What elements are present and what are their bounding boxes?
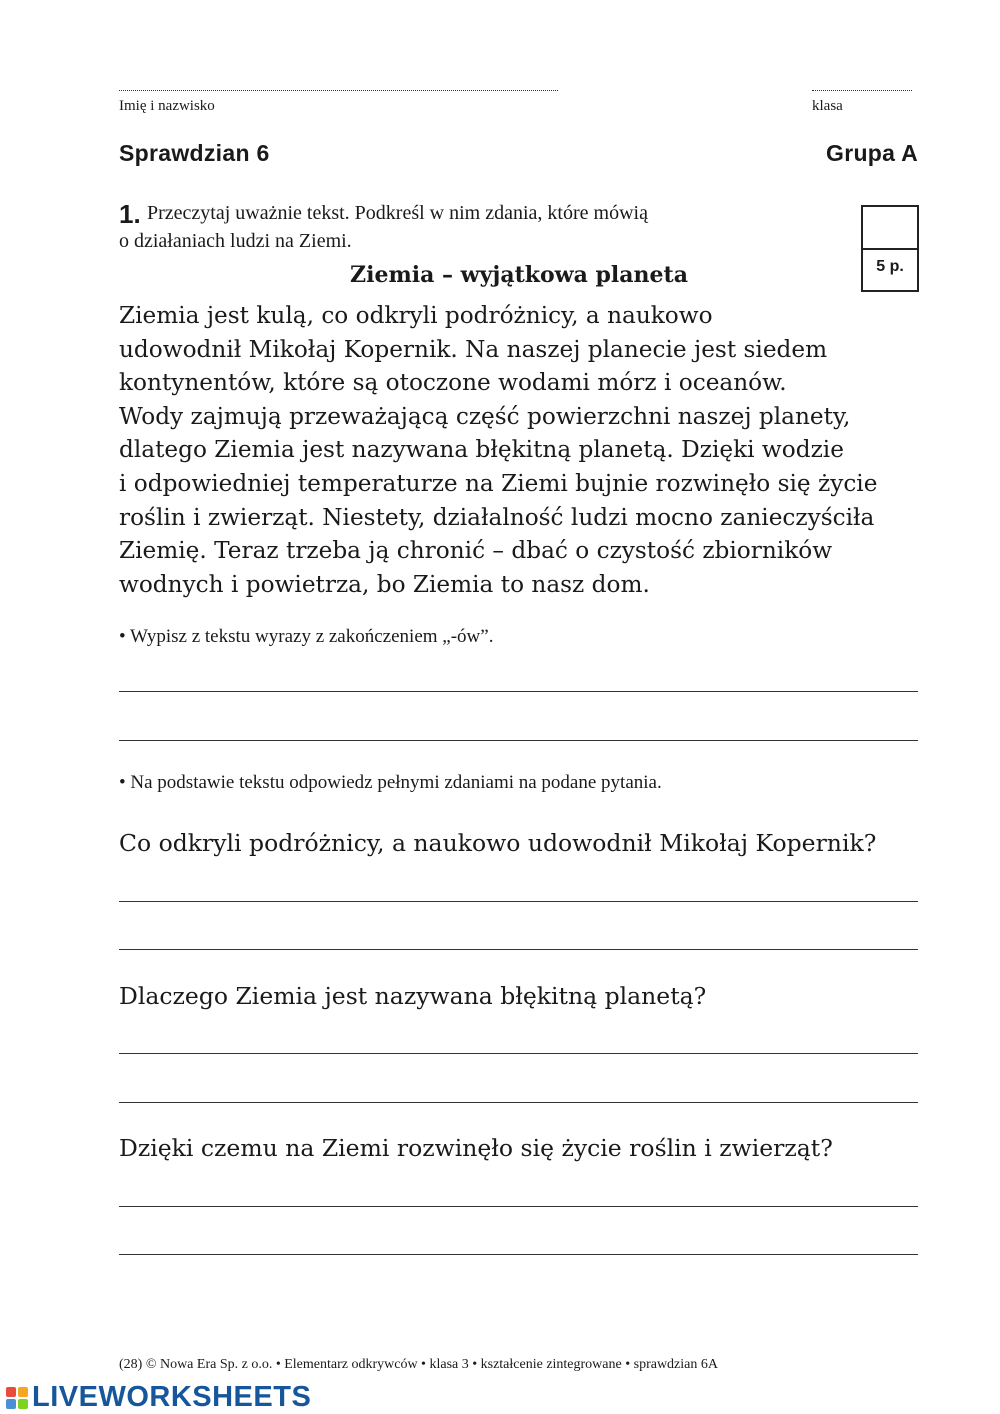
reading-line: dlatego Ziemia jest nazywana błękitną planetą. Dzięki wodzie: [119, 436, 844, 464]
class-label: klasa: [812, 98, 843, 114]
reading-line: i odpowiedniej temperaturze na Ziemi bujnie rozwinęło się życie: [119, 469, 878, 497]
logo-square: [6, 1387, 16, 1397]
points-box-divider: [863, 248, 917, 250]
task-number: 1.: [119, 199, 141, 229]
name-answer-line[interactable]: [119, 90, 558, 91]
reading-line: udowodnił Mikołaj Kopernik. Na naszej planecie jest siedem: [119, 335, 828, 363]
reading-line: Wody zajmują przeważającą część powierzchni naszej planety,: [119, 402, 851, 430]
reading-title: Ziemia – wyjątkowa planeta: [350, 262, 688, 288]
logo-square: [18, 1387, 28, 1397]
question-1: Co odkryli podróżnicy, a naukowo udowodnił Mikołaj Kopernik?: [119, 829, 877, 857]
logo-grid-icon: [6, 1387, 28, 1409]
reading-line: Ziemia jest kulą, co odkryli podróżnicy, a naukowo: [119, 302, 713, 329]
answer-line[interactable]: [119, 1254, 918, 1255]
reading-line: kontynentów, które są otoczone wodami mórz i oceanów.: [119, 369, 787, 397]
answer-line[interactable]: [119, 1206, 918, 1207]
task-instruction-line1: Przeczytaj uważnie tekst. Podkreśl w nim zdania, które mówią: [147, 202, 648, 224]
logo-square: [18, 1399, 28, 1409]
reading-line: Ziemię. Teraz trzeba ją chronić – dbać o czystość zbiorników: [119, 537, 833, 565]
reading-line: wodnych i powietrza, bo Ziemia to nasz dom.: [119, 570, 650, 598]
reading-text: [119, 299, 919, 601]
question-2: Dlaczego Ziemia jest nazywana błękitną planetą?: [119, 982, 707, 1010]
class-answer-line[interactable]: [812, 90, 912, 91]
task-instruction-line2: o działaniach ludzi na Ziemi.: [119, 230, 352, 252]
copyright-footer: (28) © Nowa Era Sp. z o.o. • Elementarz odkrywców • klasa 3 • kształcenie zintegrowane • sprawdzian 6A: [119, 1357, 718, 1372]
brand-logo[interactable]: [6, 1381, 311, 1414]
brand-name: LIVEWORKSHEETS: [32, 1381, 312, 1413]
answer-line[interactable]: [119, 949, 918, 950]
points-label: 5 p.: [876, 258, 904, 275]
answer-line[interactable]: [119, 740, 918, 741]
question-3: Dzięki czemu na Ziemi rozwinęło się życie roślin i zwierząt?: [119, 1134, 833, 1162]
group-label: Grupa A: [826, 140, 918, 166]
answer-line[interactable]: [119, 1053, 918, 1054]
answer-line[interactable]: [119, 901, 918, 902]
bullet-instruction-words: • Wypisz z tekstu wyrazy z zakończeniem „-ów”.: [119, 626, 494, 647]
reading-line: roślin i zwierząt. Niestety, działalność ludzi mocno zanieczyściła: [119, 503, 875, 531]
test-title: Sprawdzian 6: [119, 140, 270, 166]
answer-line[interactable]: [119, 691, 918, 692]
name-label: Imię i nazwisko: [119, 98, 215, 114]
answer-line[interactable]: [119, 1102, 918, 1103]
logo-square: [6, 1399, 16, 1409]
bullet-instruction-questions: • Na podstawie tekstu odpowiedz pełnymi zdaniami na podane pytania.: [119, 772, 662, 793]
